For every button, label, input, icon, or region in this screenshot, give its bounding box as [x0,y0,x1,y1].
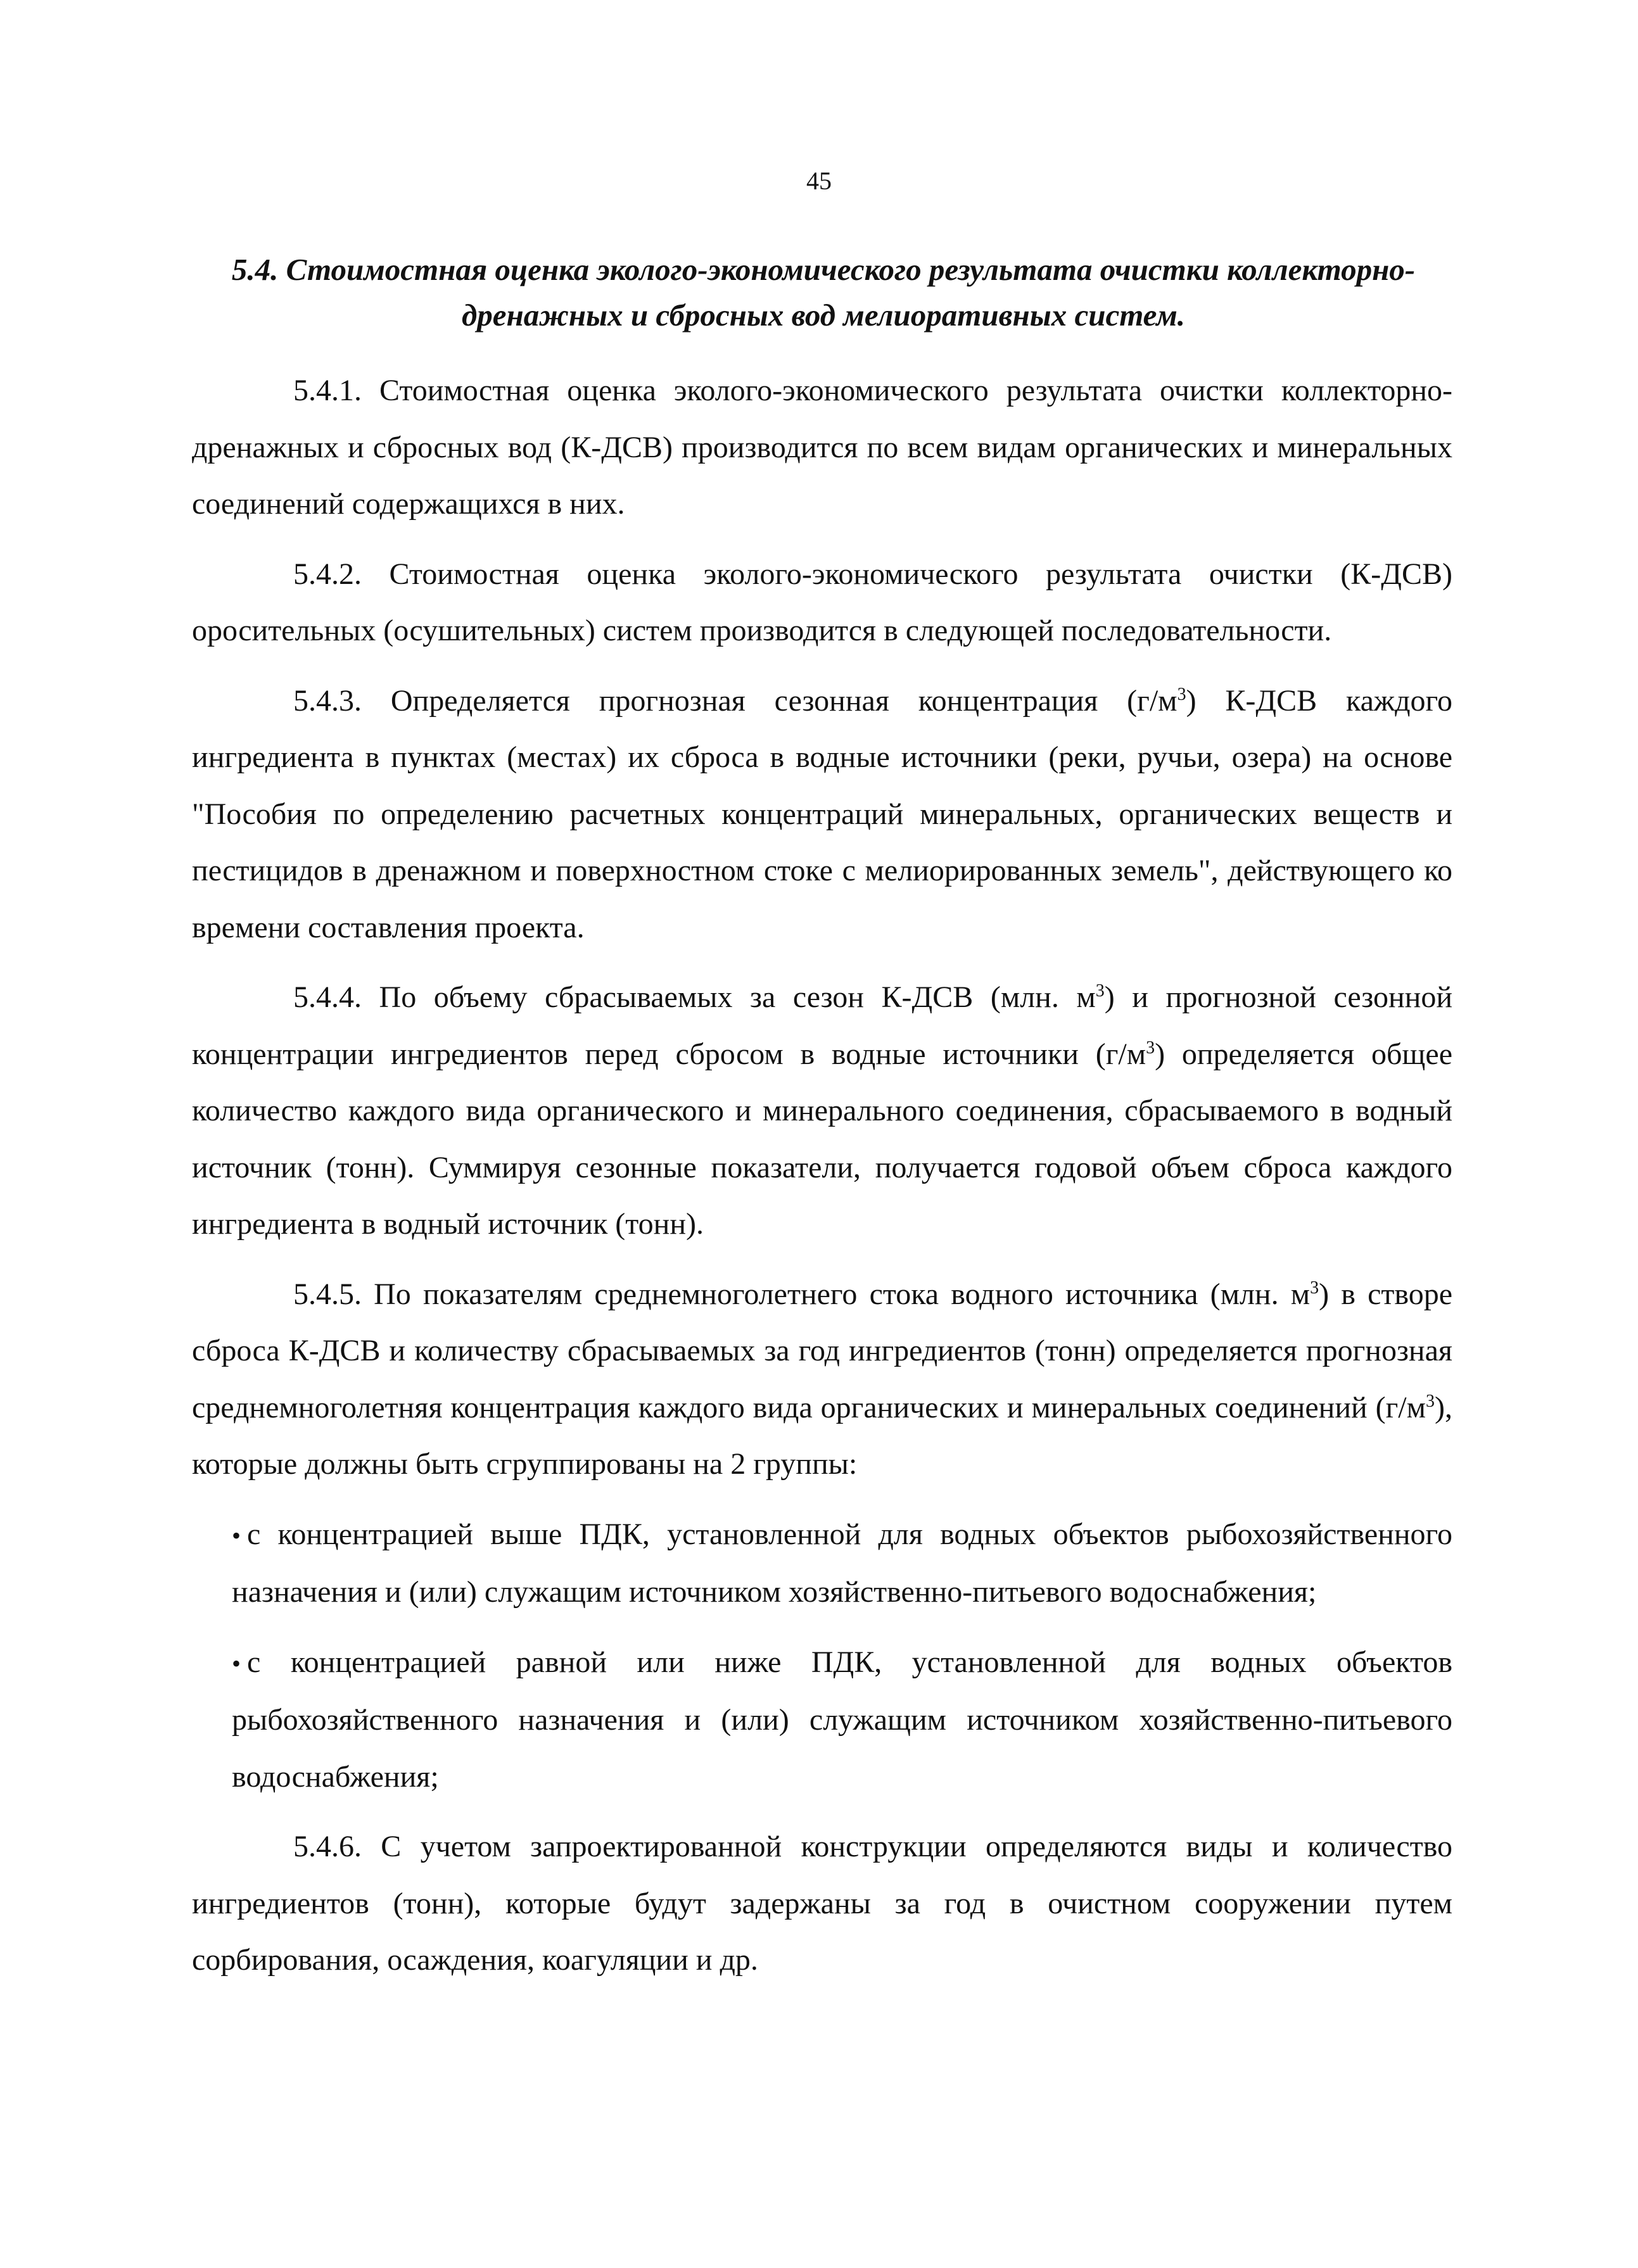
superscript-3: 3 [1310,1277,1319,1298]
paragraph-5-4-5-text-a: 5.4.5. По показателям среднемноголетнего стока водного источника (млн. м [293,1277,1311,1311]
paragraph-5-4-2: 5.4.2. Стоимостная оценка эколого-экономического результата очистки (К-ДСВ) оросительных (осушительных) систем производится в следующей последовательности. [192,557,1452,647]
bullet-item-below-pdk [232,1634,1452,1806]
paragraph-5-4-3-text-a: 5.4.3. Определяется прогнозная сезонная концентрация (г/м [293,683,1178,718]
document-body [192,362,1452,2002]
superscript-3: 3 [1426,1391,1435,1411]
bullet-dot-icon: • [232,1649,241,1678]
bullet-item-above-pdk [232,1506,1452,1621]
bullet-text: с концентрацией равной или ниже ПДК, установленной для водных объектов рыбохозяйственного назначения и (или) служащим источником хозяйственно-питьевого водоснабжения; [232,1645,1452,1794]
superscript-3: 3 [1095,981,1105,1001]
bullet-text: с концентрацией выше ПДК, установленной для водных объектов рыбохозяйственного назначения и (или) служащим источником хозяйственно-питьевого водоснабжения; [232,1517,1452,1609]
paragraph-5-4-1: 5.4.1. Стоимостная оценка эколого-экономического результата очистки коллекторно-дренажных и сбросных вод (К-ДСВ) производится по всем видам органических и минеральных соединений содержащихся в них. [192,374,1452,521]
paragraph-5-4-4 [192,969,1452,1253]
paragraph-5-4-4-text-c: ) определяется общее количество каждого вида органического и минерального соединения, сбрасываемого в водный источник (тонн). Суммируя сезонные показатели, получается годовой объем сброса каждого ингредиента в водный источник (тонн). [192,1037,1453,1241]
bullet-dot-icon: • [232,1521,241,1550]
paragraph-5-4-3 [192,673,1452,956]
paragraph-5-4-5 [192,1266,1452,1493]
paragraph-5-4-4-text-b: ) и прогнозной сезонной концентрации ингредиентов перед сбросом в водные источники (г/м [192,980,1452,1071]
paragraph-5-4-6: 5.4.6. С учетом запроектированной конструкции определяются виды и количество ингредиентов (тонн), которые будут задержаны за год в очистном сооружении путем сорбирования, осаждения, коагуляции и др. [192,1830,1452,1977]
section-heading: 5.4. Стоимостная оценка эколого-экономического результата очистки коллекторно-дренажных и сбросных вод мелиоративных систем. [231,252,1416,333]
superscript-3: 3 [1177,684,1186,704]
superscript-3: 3 [1146,1037,1155,1058]
page-number: 45 [806,167,832,195]
paragraph-5-4-5-text-b: ) в створе сброса К-ДСВ и количеству сбрасываемых за год ингредиентов (тонн) определяется прогнозная среднемноголетняя концентрация каждого вида органических и минеральных соединений (г/м [192,1277,1452,1424]
paragraph-5-4-5-text-c: ), которые должны быть сгруппированы на 2 группы: [192,1390,1452,1481]
paragraph-5-4-3-text-b: ) К-ДСВ каждого ингредиента в пунктах (местах) их сброса в водные источники (реки, ручьи, озера) на основе "Пособия по определению расчетных концентраций минеральных, органических веществ и пестицидов в дренажном и поверхностном стоке с мелиорированных земель", действующего ко времени составления проекта. [192,683,1453,944]
paragraph-5-4-4-text-a: 5.4.4. По объему сбрасываемых за сезон К-ДСВ (млн. м [293,980,1096,1014]
